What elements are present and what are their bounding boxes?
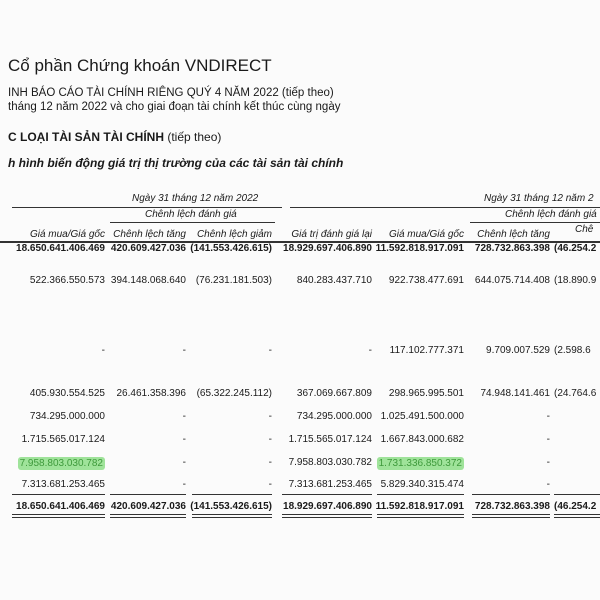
- divider: [12, 207, 282, 208]
- column-header: Chênh lệch tăng: [477, 229, 550, 240]
- table-cell: (141.553.426.615): [190, 243, 272, 254]
- section-title-bold: C LOẠI TÀI SẢN TÀI CHÍNH: [8, 130, 164, 144]
- table-cell: 74.948.141.461: [480, 388, 550, 399]
- table-cell: 367.069.667.809: [296, 388, 372, 399]
- table-cell: 1.667.843.000.682: [380, 434, 464, 445]
- table-cell: (46.254.2: [554, 501, 597, 512]
- table-cell: (65.322.245.112): [196, 388, 272, 399]
- column-header: Chênh lệch tăng: [113, 229, 186, 240]
- divider: [12, 514, 105, 515]
- divider: [12, 494, 105, 495]
- table-cell: -: [268, 345, 272, 356]
- table-cell: 394.148.068.640: [110, 275, 186, 286]
- table-cell: 18.650.641.406.469: [16, 243, 105, 254]
- date-header-prev: Ngày 31 tháng 12 năm 2: [484, 193, 594, 204]
- divider: [554, 514, 600, 515]
- report-title: INH BÁO CÁO TÀI CHÍNH RIÊNG QUÝ 4 NĂM 2022 (tiếp theo): [8, 87, 334, 99]
- table-cell: 18.929.697.406.890: [283, 243, 372, 254]
- table-cell: -: [182, 345, 186, 356]
- table-cell: -: [546, 434, 550, 445]
- table-cell: -: [268, 411, 272, 422]
- table-cell: 7.313.681.253.465: [288, 479, 372, 490]
- subsection-title: h hình biến động giá trị thị trường của các tài sản tài chính: [8, 156, 344, 170]
- table-cell: 18.929.697.406.890: [283, 501, 372, 512]
- diff-group-header: Chênh lệch đánh giá: [145, 209, 237, 220]
- divider: [282, 494, 372, 495]
- table-cell: (24.764.6: [554, 388, 597, 399]
- divider: [110, 494, 186, 495]
- section-title: [8, 130, 221, 144]
- table-cell: 298.965.995.501: [388, 388, 464, 399]
- divider: [472, 514, 550, 515]
- table-cell: 11.592.818.917.091: [375, 501, 464, 512]
- table-cell: 1.715.565.017.124: [288, 434, 372, 445]
- divider: [192, 494, 272, 495]
- table-cell: 1.731.336.850.372: [378, 458, 462, 469]
- divider: [192, 517, 272, 518]
- table-cell: -: [268, 479, 272, 490]
- column-header: Giá mua/Giá gốc: [29, 229, 105, 240]
- table-cell: 840.283.437.710: [296, 275, 372, 286]
- divider: [377, 517, 464, 518]
- table-cell: -: [182, 434, 186, 445]
- divider: [290, 207, 600, 208]
- table-cell: -: [182, 457, 186, 468]
- table-cell: 734.295.000.000: [296, 411, 372, 422]
- table-cell: 11.592.818.917.091: [375, 243, 464, 254]
- section-note: (tiếp theo): [164, 130, 222, 144]
- table-cell: 7.313.681.253.465: [21, 479, 105, 490]
- table-cell: 1.025.491.500.000: [380, 411, 464, 422]
- table-cell: 9.709.007.529: [486, 345, 550, 356]
- table-cell: 5.829.340.315.474: [380, 479, 464, 490]
- column-header: Giá trị đánh giá lại: [291, 229, 372, 240]
- table-cell: 644.075.714.408: [474, 275, 550, 286]
- table-cell: 405.930.554.525: [29, 388, 105, 399]
- table-cell: 420.609.427.036: [110, 501, 186, 512]
- table-cell: 18.650.641.406.469: [16, 501, 105, 512]
- date-header-2022: Ngày 31 tháng 12 năm 2022: [132, 193, 259, 204]
- divider: [472, 517, 550, 518]
- table-cell: -: [546, 411, 550, 422]
- column-header: Giá mua/Giá gốc: [388, 229, 464, 240]
- table-cell: 420.609.427.036: [110, 243, 186, 254]
- table-cell: -: [182, 411, 186, 422]
- divider: [282, 517, 372, 518]
- divider: [282, 514, 372, 515]
- table-cell: -: [101, 345, 105, 356]
- table-cell: (46.254.2: [554, 243, 597, 254]
- diff-group-header-prev: Chênh lệch đánh giá: [505, 209, 597, 220]
- divider: [554, 517, 600, 518]
- table-cell: -: [268, 457, 272, 468]
- divider: [192, 514, 272, 515]
- table-cell: 7.958.803.030.782: [19, 458, 103, 469]
- divider: [110, 514, 186, 515]
- table-cell: 26.461.358.396: [116, 388, 186, 399]
- divider: [554, 494, 600, 495]
- divider: [110, 222, 275, 223]
- table-cell: 7.958.803.030.782: [288, 457, 372, 468]
- divider: [377, 494, 464, 495]
- table-cell: (76.231.181.503): [195, 275, 272, 286]
- divider: [470, 222, 600, 223]
- divider: [377, 514, 464, 515]
- divider: [12, 517, 105, 518]
- table-cell: 728.732.863.398: [474, 243, 550, 254]
- company-name: Cổ phần Chứng khoán VNDIRECT: [8, 56, 272, 75]
- table-cell: -: [268, 434, 272, 445]
- diff-cut-header: Chê: [575, 224, 594, 235]
- table-cell: 1.715.565.017.124: [21, 434, 105, 445]
- table-cell: 922.738.477.691: [388, 275, 464, 286]
- table-cell: (18.890.9: [554, 275, 597, 286]
- table-cell: -: [546, 479, 550, 490]
- divider: [110, 517, 186, 518]
- divider: [472, 494, 550, 495]
- report-period: tháng 12 năm 2022 và cho giai đoạn tài chính kết thúc cùng ngày: [8, 101, 341, 113]
- table-cell: 522.366.550.573: [29, 275, 105, 286]
- table-cell: (141.553.426.615): [190, 501, 272, 512]
- table-cell: 117.102.777.371: [389, 345, 464, 356]
- table-cell: -: [182, 479, 186, 490]
- table-cell: 734.295.000.000: [29, 411, 105, 422]
- column-header: Chênh lệch giảm: [196, 229, 272, 240]
- table-cell: (2.598.6: [554, 345, 591, 356]
- table-cell: -: [368, 345, 372, 356]
- table-cell: 728.732.863.398: [474, 501, 550, 512]
- table-cell: -: [546, 457, 550, 468]
